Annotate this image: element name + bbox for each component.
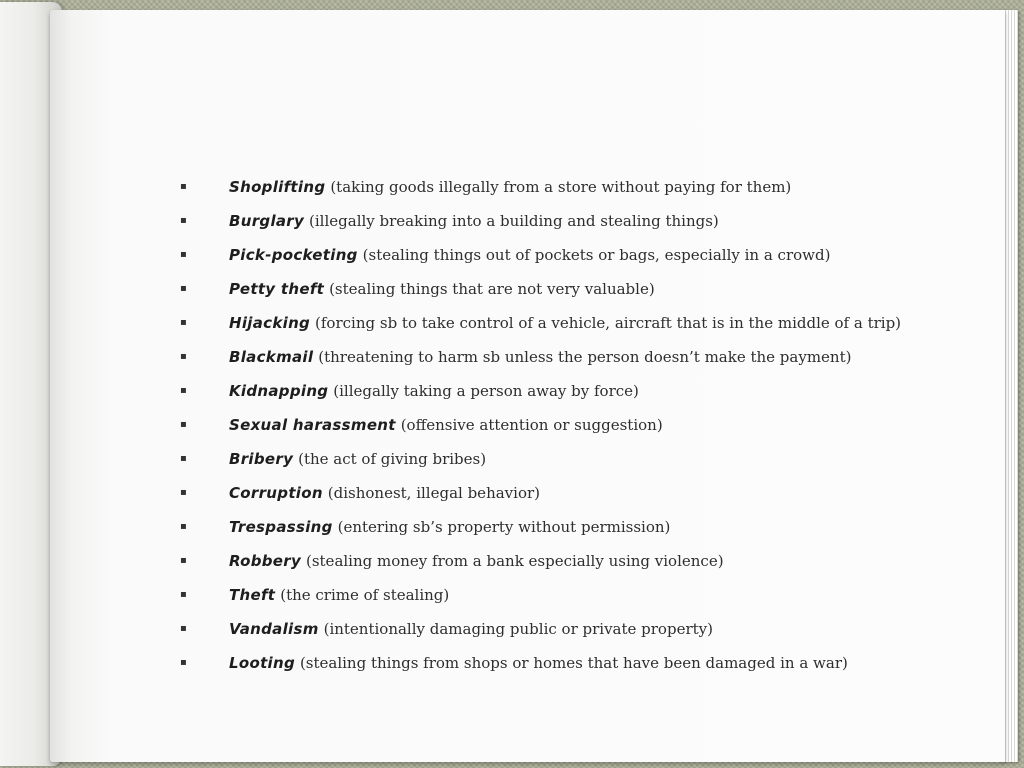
term: Burglary [229, 212, 305, 230]
term: Hijacking [229, 314, 311, 332]
list-item [180, 278, 940, 312]
bullet-icon: ▪ [180, 181, 187, 192]
definition: (stealing things from shops or homes that have been damaged in a war) [299, 654, 848, 672]
bullet-icon: ▪ [180, 623, 187, 634]
definition: (intentionally damaging public or private property) [323, 620, 713, 638]
bullet-icon: ▪ [180, 249, 187, 260]
bullet-icon: ▪ [180, 419, 187, 430]
bullet-icon: ▪ [180, 521, 187, 532]
definition: (illegally taking a person away by force) [333, 382, 639, 400]
list-item [180, 516, 940, 550]
list-item [180, 618, 940, 652]
bullet-icon: ▪ [180, 589, 187, 600]
term: Vandalism [229, 620, 319, 638]
term: Looting [229, 654, 295, 672]
term: Shoplifting [229, 178, 326, 196]
term: Petty theft [229, 280, 325, 298]
term: Sexual harassment [229, 416, 396, 434]
bullet-icon: ▪ [180, 453, 187, 464]
definition: (threatening to harm sb unless the person doesn’t make the payment) [318, 348, 852, 366]
list-item [180, 652, 940, 686]
bullet-icon: ▪ [180, 657, 187, 668]
term: Pick-pocketing [229, 246, 358, 264]
bullet-icon: ▪ [180, 215, 187, 226]
term: Kidnapping [229, 382, 329, 400]
definition: (taking goods illegally from a store without paying for them) [330, 178, 792, 196]
list-item [180, 448, 940, 482]
list-item [180, 550, 940, 584]
definition: (the crime of stealing) [280, 586, 450, 604]
list-item [180, 380, 940, 414]
bullet-icon: ▪ [180, 555, 187, 566]
term: Bribery [229, 450, 294, 468]
list-item [180, 176, 940, 210]
term: Theft [229, 586, 276, 604]
bullet-icon: ▪ [180, 385, 187, 396]
definition: (stealing money from a bank especially using violence) [305, 552, 724, 570]
list-item [180, 210, 940, 244]
definition: (offensive attention or suggestion) [400, 416, 663, 434]
definition: (illegally breaking into a building and stealing things) [309, 212, 719, 230]
term: Corruption [229, 484, 323, 502]
definition: (stealing things out of pockets or bags, especially in a crowd) [362, 246, 831, 264]
list-item [180, 414, 940, 448]
list-item [180, 584, 940, 618]
definition: (stealing things that are not very valuable) [329, 280, 655, 298]
list-item [180, 244, 940, 278]
definition: (the act of giving bribes) [298, 450, 487, 468]
term: Trespassing [229, 518, 333, 536]
definition: (entering sb’s property without permission) [337, 518, 671, 536]
crime-terms-list [180, 176, 940, 686]
term: Robbery [229, 552, 302, 570]
list-item [180, 312, 940, 346]
term: Blackmail [229, 348, 314, 366]
bullet-icon: ▪ [180, 351, 187, 362]
list-item [180, 346, 940, 380]
bullet-icon: ▪ [180, 317, 187, 328]
bullet-icon: ▪ [180, 487, 187, 498]
definition: (dishonest, illegal behavior) [327, 484, 540, 502]
definition: (forcing sb to take control of a vehicle, aircraft that is in the middle of a trip) [315, 314, 902, 332]
list-item [180, 482, 940, 516]
bullet-icon: ▪ [180, 283, 187, 294]
